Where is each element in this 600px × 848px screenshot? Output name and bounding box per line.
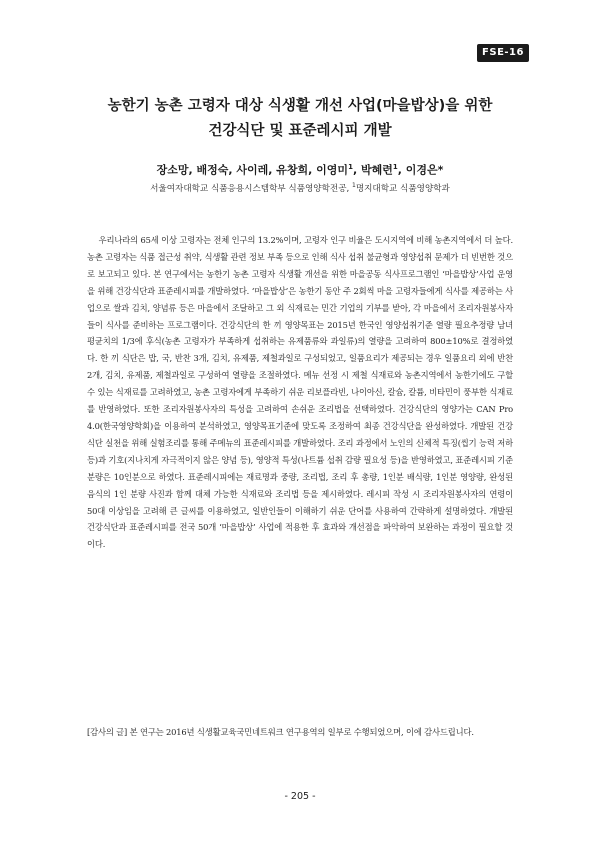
abstract-body: 우리나라의 65세 이상 고령자는 전체 인구의 13.2%이며, 고령자 인구 비율은 도시지역에 비해 농촌지역에서 더 높다. 농촌 고령자는 식품 접근성 취약, 식생활 관련 정보 부족 등으로 인해 식사 섭취 불균형과 영양섭취 문제가 더 빈번한 것으로 보고되고 있다. 본 연구에서는 농한기 농촌 고령자 식생활 개선을 위한 마을공동 식사프로그램인 ‘마을밥상’사업 운영을 위해 건강식단과 표준레시피를 개발하였다. ‘마을밥상’은 농한기 동안 주 2회씩 마을 고령자들에게 식사를 제공하는 사업으로 쌀과 김치, 양념류 등은 마을에서 조달하고 그 외 식재료는 민간 기업의 기부를 받아, 각 마을에서 조리자원봉사자들이 식사를 준비하는 프로그램이다. 건강식단의 한 끼 영양목표는 2015년 한국인 영양섭취기준 열량 필요추정량 남녀 평균치의 1/3에 후식(농촌 고령자가 부족하게 섭취하는 유제품류와 과일류)의 열량을 고려하여 800±10%로 결정하였다. 한 끼 식단은 밥, 국, 반찬 3개, 김치, 유제품, 제철과일로 구성되었고, 일품요리가 제공되는 경우 일품요리 외에 반찬 2개, 김치, 유제품, 제철과일로 구성하여 열량을 조절하였다. 메뉴 선정 시 제철 식재료와 농촌지역에서 농한기에도 구할 수 있는 식재료를 고려하였고, 농촌 고령자에게 부족하기 쉬운 리보플라빈, 나이아신, 칼슘, 칼륨, 비타민이 풍부한 식재료를 반영하였다. 또한 조리자원봉사자의 특성을 고려하여 손쉬운 조리법을 선택하였다. 건강식단의 영양가는 CAN Pro 4.0(한국영양학회)을 이용하여 분석하였고, 영양목표기준에 맞도록 조정하여 최종 건강식단을 완성하였다. 개발된 건강식단 실천을 위해 실험조리를 통해 주메뉴의 표준레시피를 개발하였다. 조리 과정에서 노인의 신체적 특징(씹기 능력 저하 등)과 기호(지나치게 자극적이지 않은 양념 등), 영양적 특성(나트륨 섭취 감량 필요성 등)을 반영하였고, 표준레시피 기준 분량은 10인분으로 하였다. 표준레시피에는 재료명과 중량, 조리법, 조리 후 총량, 1인분 배식량, 1인분 영양량, 완성된 음식의 1인 분량 사진과 함께 대체 가능한 식재료와 조리법 등을 제시하였다. 레시피 작성 시 조리자원봉사자의 연령이 50대 이상임을 고려해 큰 글씨를 이용하였고, 일반인들이 이해하기 쉬운 단어를 사용하여 간략하게 설명하였다. 개발된 건강식단과 표준레시피를 전국 50개 ‘마을밥상’ 사업에 적용한 후 효과와 개선점을 파악하여 보완하는 과정이 필요할 것이다. [87, 235, 513, 550]
author-superscript: 1 [392, 163, 398, 171]
affiliation-part-1: 서울여자대학교 식품응용시스템학부 식품영양학전공, [150, 183, 352, 194]
acknowledgment: [감사의 글] 본 연구는 2016년 식생활교육국민네트워크 연구용역의 일부로 수행되었으며, 이에 감사드립니다. [87, 727, 474, 737]
authors-part-2: , 박혜련 [352, 163, 393, 177]
title-line-1: 농한기 농촌 고령자 대상 식생활 개선 사업(마을밥상)을 위한 [107, 98, 493, 114]
affiliations [60, 179, 540, 196]
author-superscript: 1 [348, 163, 353, 171]
paper-title [60, 94, 540, 144]
session-badge: FSE-16 [477, 44, 529, 62]
title-line-2: 건강식단 및 표준레시피 개발 [208, 123, 392, 139]
author-list [60, 158, 540, 180]
affiliation-part-2: 명지대학교 식품영양학과 [355, 183, 450, 194]
page-number: - 205 - [284, 791, 316, 802]
authors-part-1: 장소망, 배정숙, 사이레, 유창희, 이영미 [156, 163, 349, 177]
affiliation-superscript: 1 [351, 182, 356, 189]
authors-part-3: , 이경은* [397, 163, 444, 177]
